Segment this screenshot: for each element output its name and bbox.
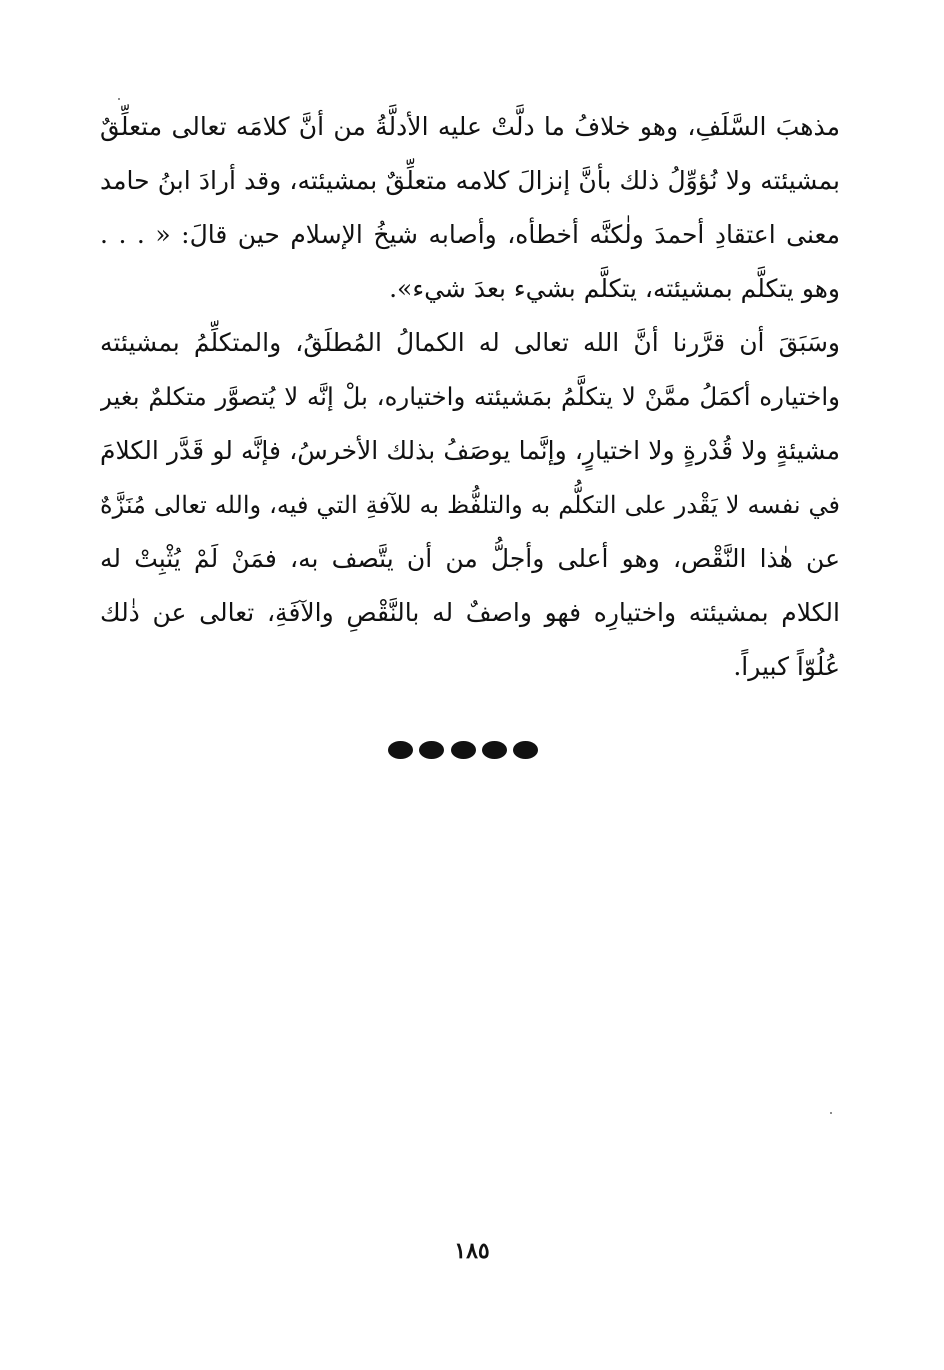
- text-line: الكلام بمشيئته واختيارِه فهو واصفٌ له بالنَّقْصِ والآفَةِ، تعالى عن ذٰلك: [100, 598, 840, 627]
- text-line: وهو يتكلَّم بمشيئته، يتكلَّم بشيء بعدَ شيء».: [389, 274, 840, 303]
- page-number: ١٨٥: [454, 1238, 490, 1264]
- paragraph-2: [100, 316, 840, 694]
- text-line: في نفسه لا يَقْدر على التكلُّم به والتلفُّظ به للآفةِ التي فيه، والله تعالى مُنَزَّهٌ: [100, 491, 840, 519]
- divider-dot-icon: [451, 741, 476, 759]
- divider-dot-icon: [419, 741, 444, 759]
- scan-speck: [830, 1112, 832, 1114]
- text-line: معنى اعتقادِ أحمدَ ولٰكنَّه أخطأه، وأصابه شيخُ الإسلام حين قالَ: « . . .: [100, 220, 840, 249]
- text-line: مشيئةٍ ولا قُدْرةٍ ولا اختيارٍ، وإنَّما يوصَفُ بذلك الأخرسُ، فإنَّه لو قَدَّر الكلامَ: [100, 436, 840, 465]
- text-line: بمشيئته ولا نُؤوِّلُ ذلك بأنَّ إنزالَ كلامه متعلِّقٌ بمشيئته، وقد أرادَ ابنُ حامد: [100, 166, 840, 195]
- paragraph-1: [100, 100, 840, 316]
- text-line: مذهبَ السَّلَفِ، وهو خلافُ ما دلَّتْ عليه الأدلَّةُ من أنَّ كلامَه تعالى متعلِّقٌ: [100, 112, 840, 141]
- divider-dot-icon: [388, 741, 413, 759]
- text-line: عُلُوّاً كبيراً.: [733, 652, 840, 681]
- divider-dot-icon: [513, 741, 538, 759]
- body-text: [100, 100, 840, 694]
- text-line: وسَبَقَ أن قرَّرنا أنَّ الله تعالى له الكمالُ المُطلَقُ، والمتكلِّمُ بمشيئته: [100, 328, 840, 357]
- text-line: واختياره أكمَلُ ممَّنْ لا يتكلَّمُ بمَشيئته واختياره، بلْ إنَّه لا يُتصوَّر متكلمٌ بغير: [100, 382, 840, 411]
- text-line: عن هٰذا النَّقْص، وهو أعلى وأجلُّ من أن يتَّصف به، فمَنْ لَمْ يُثْبِتْ له: [100, 544, 840, 573]
- section-divider: [388, 740, 538, 760]
- divider-dot-icon: [482, 741, 507, 759]
- scan-speck: [118, 98, 120, 100]
